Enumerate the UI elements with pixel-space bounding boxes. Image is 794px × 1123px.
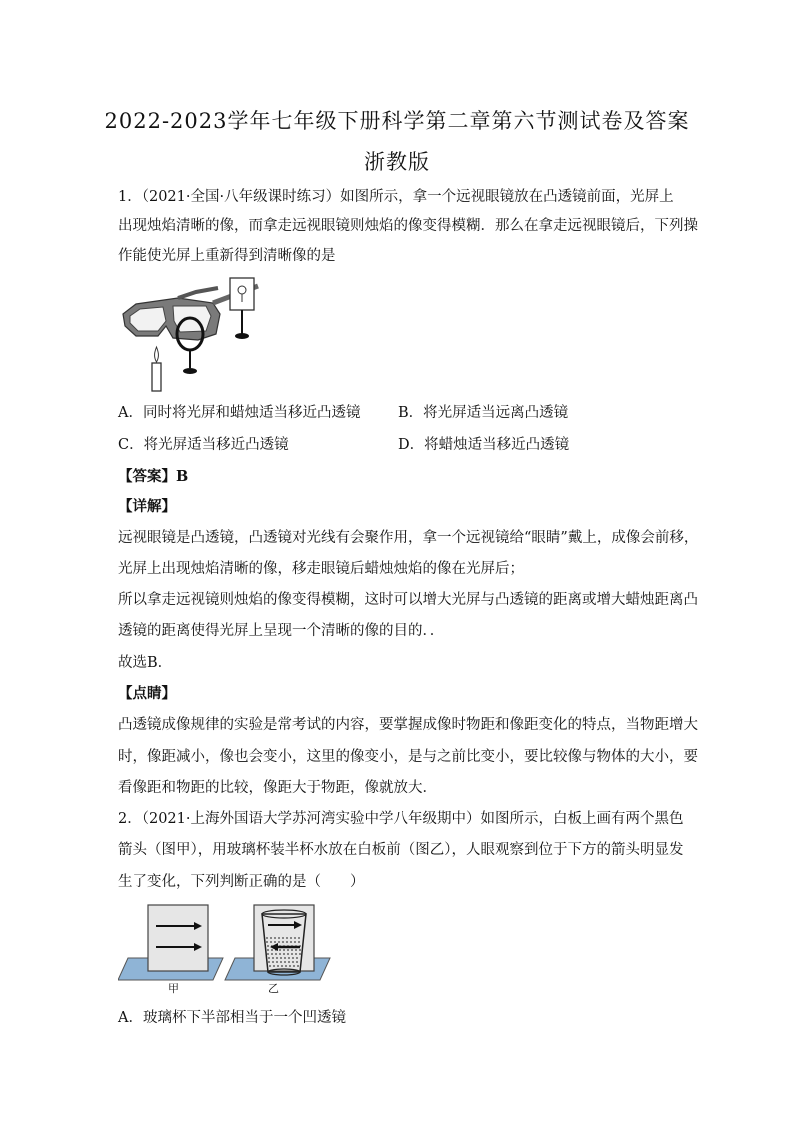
q2-text-line-3: 生了变化，下列判断正确的是（ ） [118, 874, 365, 890]
q1-option-c: C．将光屏适当移近凸透镜 [118, 437, 289, 453]
q1-comment-line-1: 凸透镜成像规律的实验是常考试的内容，要掌握成像时物距和像距变化的特点，当物距增大 [118, 717, 698, 733]
q1-detail-line-3: 所以拿走远视镜则烛焰的像变得模糊，这时可以增大光屏与凸透镜的距离或增大蜡烛距离凸 [118, 592, 698, 608]
q2-figure-arrows-glass [118, 900, 333, 990]
q1-detail-line-2: 光屏上出现烛焰清晰的像，移走眼镜后蜡烛烛焰的像在光屏后； [118, 561, 524, 577]
q1-text-line-2: 出现烛焰清晰的像，而拿走远视眼镜则烛焰的像变得模糊．那么在拿走远视眼镜后，下列操 [118, 218, 698, 234]
q2-figure-label-left: 甲 [168, 982, 179, 995]
q2-text-line-1: 2．（2021·上海外国语大学苏河湾实验中学八年级期中）如图所示，白板上画有两个黑色 [118, 811, 684, 827]
doc-title-line2: 浙教版 [364, 150, 430, 174]
q1-detail-line-4: 透镜的距离使得光屏上呈现一个清晰的像的目的．． [118, 623, 445, 639]
q2-text-line-2: 箭头（图甲），用玻璃杯装半杯水放在白板前（图乙），人眼观察到位于下方的箭头明显发 [118, 842, 684, 858]
q1-answer-label: 【答案】B [118, 468, 189, 485]
q1-comment-line-3: 看像距和物距的比较，像距大于物距，像就放大． [118, 780, 437, 796]
q1-comment-label: 【点睛】 [118, 685, 176, 702]
q1-detail-line-1: 远视眼镜是凸透镜，凸透镜对光线有会聚作用，拿一个远视镜给“眼睛”戴上，成像会前移， [118, 530, 699, 546]
q1-option-b: B．将光屏适当远离凸透镜 [398, 405, 569, 421]
q1-detail-line-5: 故选B． [118, 655, 173, 671]
q1-text-line-3: 作能使光屏上重新得到清晰像的是 [118, 248, 336, 264]
q2-figure-label-right: 乙 [268, 982, 279, 995]
q2-option-a: A．玻璃杯下半部相当于一个凹透镜 [118, 1010, 346, 1026]
q1-comment-line-2: 时，像距减小，像也会变小，这里的像变小，是与之前比变小，要比较像与物体的大小，要 [118, 749, 698, 765]
q1-figure-glasses-lens-candle [118, 276, 268, 396]
q1-text-line-1: 1．（2021·全国·八年级课时练习）如图所示，拿一个远视眼镜放在凸透镜前面，光屏上 [118, 189, 674, 205]
q1-option-d: D．将蜡烛适当移近凸透镜 [398, 437, 570, 453]
q1-option-a: A．同时将光屏和蜡烛适当移近凸透镜 [118, 405, 361, 421]
q1-detail-label: 【详解】 [118, 498, 176, 515]
doc-title-line1: 2022-2023学年七年级下册科学第二章第六节测试卷及答案 [104, 109, 690, 133]
